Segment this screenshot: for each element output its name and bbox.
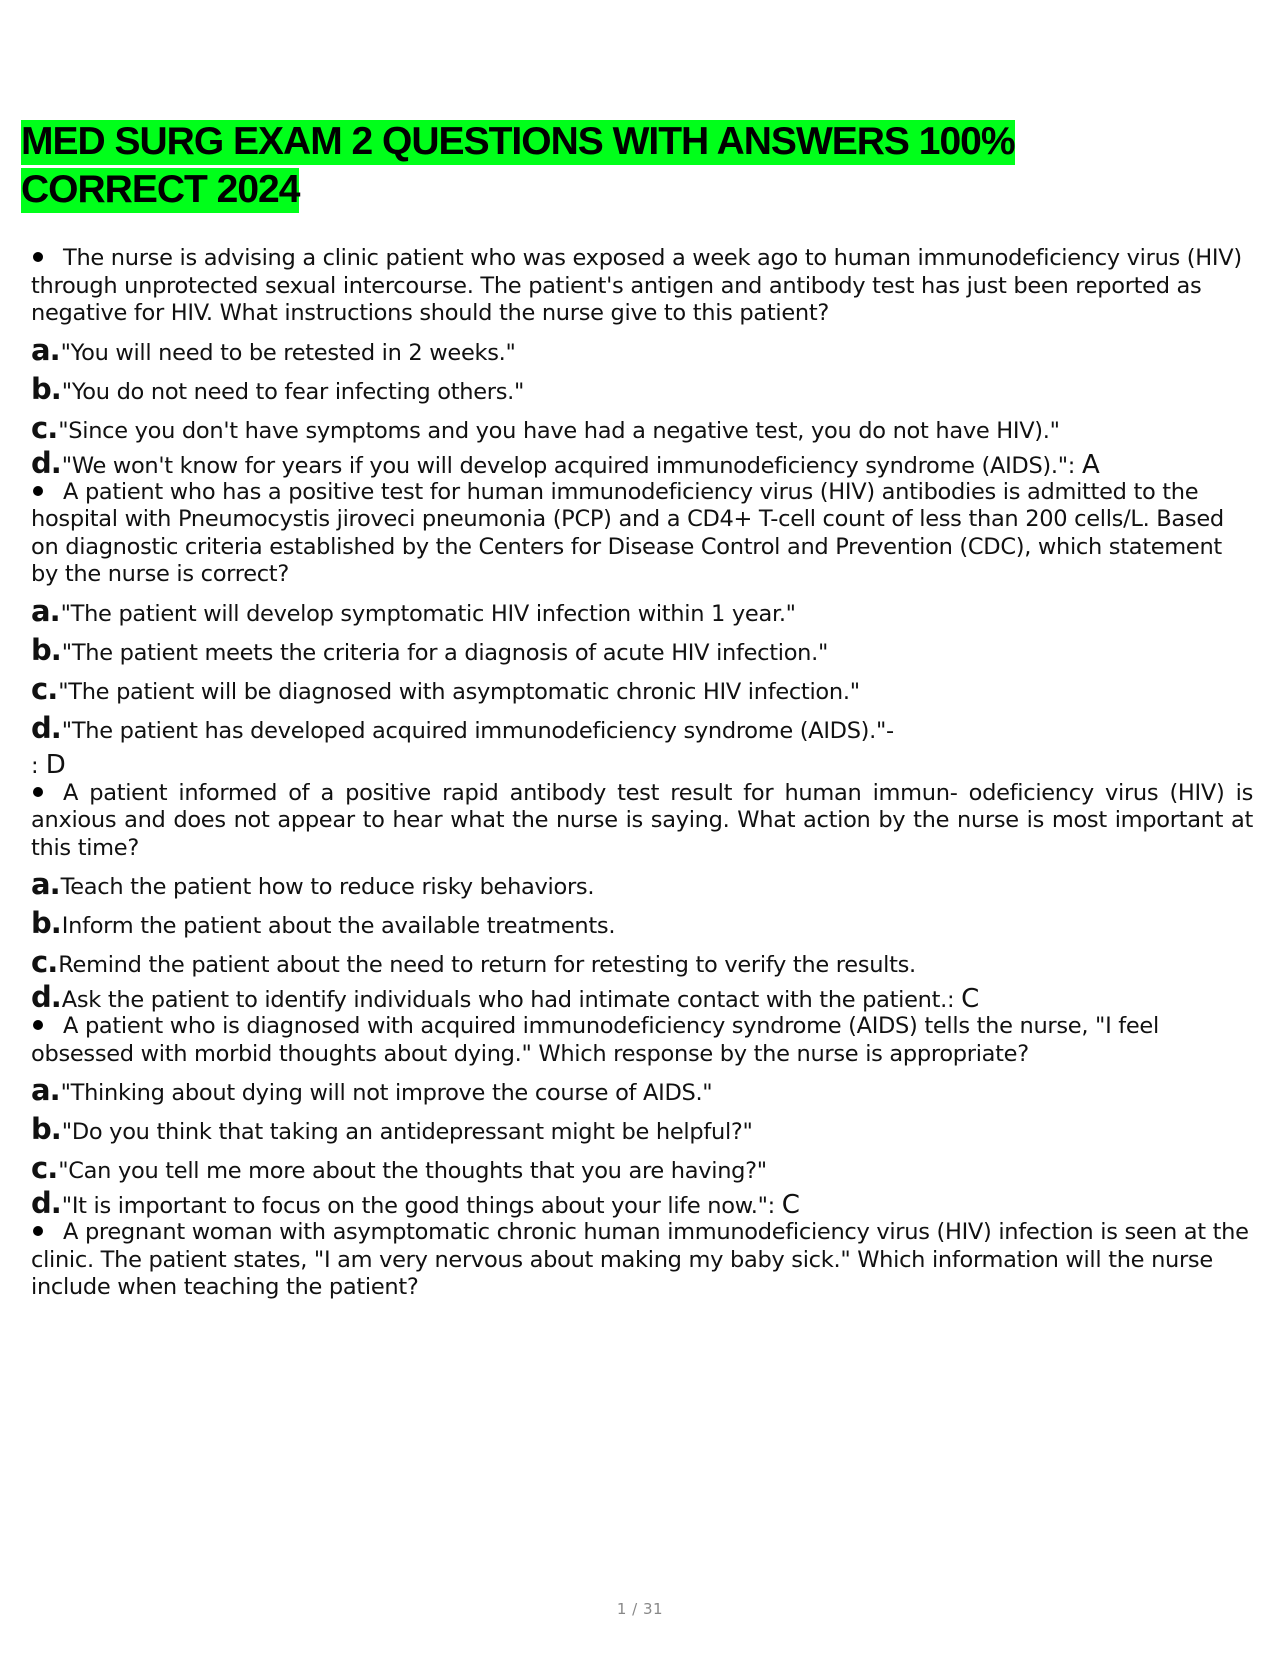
bullet-icon <box>33 1226 43 1236</box>
answer-option: c.Remind the patient about the need to return for retesting to verify the results. <box>31 945 916 979</box>
question-item <box>31 479 1253 783</box>
question-list <box>31 245 1253 1302</box>
correct-answer: C <box>781 1190 800 1220</box>
correct-answer: A <box>1081 449 1100 480</box>
bullet-icon <box>33 787 43 797</box>
answer-option: a.Teach the patient how to reduce risky behaviors. <box>31 867 595 901</box>
question-stem: A patient informed of a positive rapid antibody test result for human immun- odeficiency virus (HIV) is anxious and does not appear to hear what the nurse is saying. What action by the nurse is most important at this time? <box>31 779 1253 861</box>
question-stem: A pregnant woman with asymptomatic chronic human immunodeficiency virus (HIV) infection is seen at the clinic. The patient states, "I am very nervous about making my baby sick." Which information will the nurse include when teaching the patient? <box>31 1219 1249 1300</box>
answer-option: a."Thinking about dying will not improve the course of AIDS." <box>31 1073 713 1107</box>
correct-answer: D <box>45 749 66 780</box>
page-title <box>21 118 1241 214</box>
answer-option: d."We won't know for years if you will develop acquired immunodeficiency syndrome (AIDS).": A <box>31 445 1100 480</box>
answer-option: c."Since you don't have symptoms and you have had a negative test, you do not have HIV)." <box>31 410 1060 445</box>
question-stem: The nurse is advising a clinic patient who was exposed a week ago to human immunodeficiency virus (HIV) through unprotected sexual intercourse. The patient's antigen and antibody test has just been reported as negative for HIV. What instructions should the nurse give to this patient? <box>31 245 1242 326</box>
answer-option: d."It is important to focus on the good things about your life now.": C <box>31 1186 800 1220</box>
answer-option: b.Inform the patient about the available treatments. <box>31 906 616 940</box>
answer-option: d.Ask the patient to identify individuals who had intimate contact with the patient.: C <box>31 980 979 1014</box>
title-block <box>21 118 1241 214</box>
answer-option: a."You will need to be retested in 2 weeks." <box>31 332 516 367</box>
correct-answer: C <box>961 984 979 1014</box>
answer-option: c."The patient will be diagnosed with asymptomatic chronic HIV infection." <box>31 671 860 706</box>
bullet-icon <box>33 1020 43 1030</box>
answer-option: b."You do not need to fear infecting others." <box>31 371 525 406</box>
question-stem: A patient who has a positive test for human immunodeficiency virus (HIV) antibodies is admitted to the hospital with Pneumocystis jiroveci pneumonia (PCP) and a CD4+ T-cell count of less than 200 cells/L. Based on diagnostic criteria established by the Centers for Disease Control and Prevention (CDC), which statement by the nurse is correct? <box>31 478 1224 587</box>
title-line-2: CORRECT 2024 <box>21 168 300 211</box>
question-item <box>31 780 1253 1018</box>
question-stem: A patient who is diagnosed with acquired immunodeficiency syndrome (AIDS) tells the nurse, "I feel obsessed with morbid thoughts about dying." Which response by the nurse is appropriate? <box>31 1013 1159 1067</box>
answer-option: b."The patient meets the criteria for a diagnosis of acute HIV infection." <box>31 632 829 667</box>
answer-option: a."The patient will develop symptomatic HIV infection within 1 year." <box>31 593 796 628</box>
bullet-icon <box>33 486 43 496</box>
answer-line: : D <box>31 749 66 780</box>
page-number: 1 / 31 <box>616 1600 664 1618</box>
question-item <box>31 1219 1253 1302</box>
answer-option: b."Do you think that taking an antidepressant might be helpful?" <box>31 1112 753 1146</box>
answer-option: c."Can you tell me more about the thoughts that you are having?" <box>31 1151 767 1185</box>
bullet-icon <box>33 252 43 262</box>
question-item <box>31 245 1253 483</box>
answer-option: d."The patient has developed acquired immunodeficiency syndrome (AIDS)."- <box>31 710 894 745</box>
title-line-1: MED SURG EXAM 2 QUESTIONS WITH ANSWERS 100% <box>21 120 1015 163</box>
question-item <box>31 1013 1253 1223</box>
